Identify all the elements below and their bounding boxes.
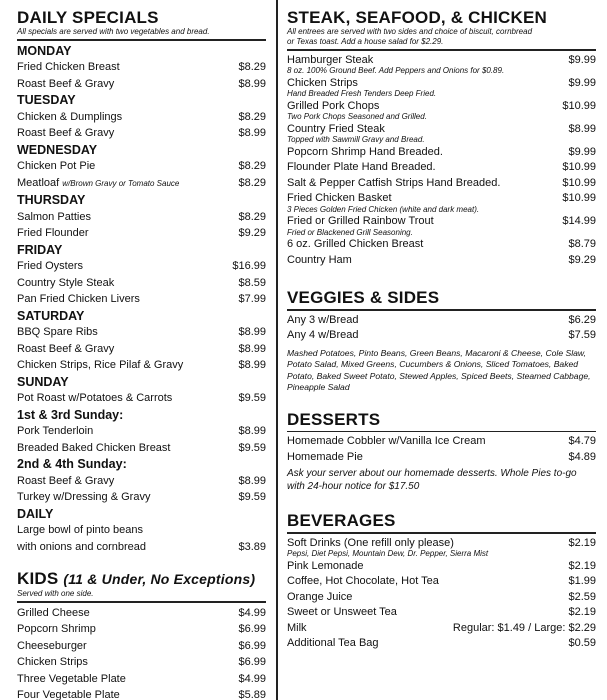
menu-item xyxy=(287,253,596,269)
item-name-wrap xyxy=(17,59,120,76)
item-sub: Hand Breaded. xyxy=(368,145,443,158)
item-name-wrap xyxy=(17,76,114,93)
item-price: $2.19 xyxy=(568,606,596,618)
item-name: Any 4 w/Bread xyxy=(287,329,359,341)
item-desc: Two Pork Chops Seasoned and Grilled. xyxy=(287,112,427,121)
item-name-wrap xyxy=(287,253,352,269)
item-price: $8.99 xyxy=(238,127,266,139)
item-sub: w/Brown Gravy or Tomato Sauce xyxy=(62,178,180,188)
item-name-wrap xyxy=(287,313,359,329)
item-name-wrap xyxy=(17,175,179,193)
menu-item xyxy=(287,434,596,450)
menu-item xyxy=(287,160,596,176)
item-name-wrap xyxy=(17,291,140,308)
menu-item xyxy=(17,341,266,358)
menu-item xyxy=(287,450,596,466)
menu-item xyxy=(17,489,266,506)
item-price: Regular: $1.49 / Large: $2.29 xyxy=(452,621,596,634)
left-column xyxy=(17,0,266,700)
item-name: Any 3 w/Bread xyxy=(287,313,359,326)
item-name-wrap xyxy=(287,590,352,606)
item-price: $8.99 xyxy=(568,122,596,135)
item-name-wrap xyxy=(287,559,363,575)
menu-item xyxy=(17,209,266,226)
menu-item xyxy=(17,423,266,440)
item-name-wrap xyxy=(17,275,114,292)
steak-note-line1: All entrees are served with two sides and choice of biscuit, cornbread xyxy=(287,27,533,36)
desserts-note: Ask your server about our homemade desserts. Whole Pies to-go with 24-hour notice for $17.50 xyxy=(287,468,577,492)
column-divider xyxy=(276,0,278,700)
item-name: Milk xyxy=(287,621,307,634)
kids-title-text: KIDS xyxy=(17,569,59,588)
item-price: $14.99 xyxy=(562,215,596,227)
menu-item xyxy=(287,145,596,161)
item-name-wrap xyxy=(17,158,95,175)
beverages-title: BEVERAGES xyxy=(287,511,396,530)
item-price: $16.99 xyxy=(232,260,266,272)
item-name: BBQ Spare Ribs xyxy=(17,326,98,338)
item-price: $7.59 xyxy=(568,329,596,341)
item-price: $8.99 xyxy=(238,326,266,338)
item-name-wrap xyxy=(17,605,90,622)
item-name: Grilled Pork Chops xyxy=(287,99,380,112)
item-price: $2.19 xyxy=(568,559,596,572)
kids-note: Served with one side. xyxy=(17,589,94,598)
item-price: $8.99 xyxy=(238,474,266,487)
item-price: $7.99 xyxy=(238,293,266,305)
item-name: Country Ham xyxy=(287,253,352,266)
day-heading: TUESDAY xyxy=(17,93,76,107)
item-price: $8.59 xyxy=(238,276,266,289)
item-name-wrap xyxy=(287,328,359,344)
item-name-wrap xyxy=(17,209,91,226)
item-price: $10.99 xyxy=(562,161,596,173)
item-desc: Pepsi, Diet Pepsi, Mountain Dew, Dr. Pepper, Sierra Mist xyxy=(287,549,489,558)
menu-item xyxy=(287,621,596,637)
menu-item xyxy=(17,76,266,93)
item-name: Fried Oysters xyxy=(17,260,84,272)
item-price: $9.99 xyxy=(568,145,596,158)
desserts-title: DESSERTS xyxy=(287,409,381,429)
section-rule xyxy=(287,49,596,51)
kids-title-paren: (11 & Under, No Exceptions) xyxy=(63,571,256,587)
steak-title: STEAK, SEAFOOD, & CHICKEN xyxy=(287,8,548,27)
menu-item xyxy=(17,275,266,292)
item-desc: Hand Breaded Fresh Tenders Deep Fried. xyxy=(287,89,437,98)
daily-specials-note: All specials are served with two vegetables and bread. xyxy=(17,27,210,36)
item-name: Chicken Strips xyxy=(17,656,88,668)
item-price: $0.59 xyxy=(568,637,596,649)
item-name: Breaded Baked Chicken Breast xyxy=(17,441,171,454)
menu-item xyxy=(17,291,266,308)
item-price: $8.29 xyxy=(238,110,266,123)
menu-item xyxy=(287,176,596,192)
menu-item xyxy=(17,158,266,175)
item-name: Hamburger Steak xyxy=(287,53,374,66)
item-price: $5.89 xyxy=(238,689,266,700)
item-name: Coffee, Hot Chocolate, Hot Tea xyxy=(287,575,439,587)
item-price: $6.99 xyxy=(238,623,266,635)
item-name: Four Vegetable Plate xyxy=(17,689,120,700)
item-name: Chicken Strips, Rice Pilaf & Gravy xyxy=(17,359,184,371)
item-name-wrap xyxy=(287,605,397,621)
menu-item xyxy=(17,175,266,193)
item-name: Orange Juice xyxy=(287,590,353,603)
menu-item xyxy=(17,324,266,341)
veggies-side-list: Mashed Potatoes, Pinto Beans, Green Beans, Macaroni & Cheese, Cole Slaw, Potato Salad, Mixed Greens, Cucumbers & Onions, Sliced Tomatoes, Baked Potato, Baked Sweet Potato, Stewed Apples, Spiced Beets, Steamed Cabbage, Pineapple Salad xyxy=(287,347,591,392)
item-name-wrap xyxy=(287,434,486,450)
item-name-wrap xyxy=(17,357,183,374)
item-name-wrap xyxy=(17,423,93,440)
item-name-wrap xyxy=(17,489,150,506)
item-name: Chicken & Dumplings xyxy=(17,110,123,123)
item-name: Roast Beef & Gravy xyxy=(17,474,115,487)
item-name-wrap xyxy=(287,176,500,192)
item-price: $9.59 xyxy=(238,392,266,404)
steak-note-line2: or Texas toast. Add a house salad for $2.29. xyxy=(287,37,444,46)
day-heading: SATURDAY xyxy=(17,308,85,323)
item-name: Grilled Cheese xyxy=(17,606,90,619)
item-name-wrap xyxy=(287,145,443,161)
item-name-wrap xyxy=(17,258,83,275)
section-rule xyxy=(17,601,266,603)
item-name: Roast Beef & Gravy xyxy=(17,77,115,90)
item-name-wrap xyxy=(17,654,88,671)
item-price: $6.99 xyxy=(238,639,266,652)
item-name: Country Fried Steak xyxy=(287,122,385,135)
item-name: Pot Roast w/Potatoes & Carrots xyxy=(17,392,173,404)
item-name: Pan Fried Chicken Livers xyxy=(17,293,140,305)
item-name-wrap xyxy=(17,638,87,655)
day-heading: SUNDAY xyxy=(17,374,69,389)
section-rule xyxy=(287,532,596,534)
menu-item xyxy=(17,671,266,688)
item-name: Fried or Grilled Rainbow Trout xyxy=(287,215,434,227)
menu-item xyxy=(287,237,596,253)
item-name: Homemade Cobbler w/Vanilla Ice Cream xyxy=(287,435,486,447)
desserts-list xyxy=(287,434,596,465)
beverages-list xyxy=(287,536,596,652)
item-name: Fried Flounder xyxy=(17,227,89,239)
item-name: Fried Chicken Basket xyxy=(287,192,392,204)
item-name: 6 oz. Grilled Chicken Breast xyxy=(287,238,424,250)
veggies-title: VEGGIES & SIDES xyxy=(287,288,440,307)
item-name: Flounder Plate xyxy=(287,161,359,173)
menu-item xyxy=(17,605,266,622)
kids-title xyxy=(17,569,266,589)
item-price: $3.89 xyxy=(238,540,266,553)
day-heading: 1st & 3rd Sunday: xyxy=(17,407,124,422)
item-name-wrap xyxy=(287,574,439,590)
item-name: Pork Tenderloin xyxy=(17,425,94,437)
item-price: $4.99 xyxy=(238,606,266,619)
item-sub: Hand Breaded. xyxy=(361,161,436,173)
item-price: $1.99 xyxy=(568,575,596,587)
item-price: $6.99 xyxy=(238,656,266,668)
item-desc: 8 oz. 100% Ground Beef. Add Peppers and Onions for $0.89. xyxy=(287,66,505,75)
item-desc: 3 Pieces Golden Fried Chicken (white and dark meat). xyxy=(287,204,480,214)
item-price: $8.99 xyxy=(238,425,266,437)
item-name: Large bowl of pinto beans xyxy=(17,524,143,536)
kids-list xyxy=(17,605,266,700)
item-price: $10.99 xyxy=(562,176,596,189)
item-name: Additional Tea Bag xyxy=(287,637,379,649)
item-price: $10.99 xyxy=(562,192,596,204)
item-sub: (One refill only please) xyxy=(343,536,454,549)
item-desc: Fried or Blackened Grill Seasoning. xyxy=(287,227,413,237)
item-name: Chicken Strips xyxy=(287,76,358,89)
item-price: $8.99 xyxy=(238,77,266,90)
item-name: Salmon Patties xyxy=(17,210,91,223)
item-price: $9.29 xyxy=(568,253,596,266)
item-name-wrap xyxy=(287,636,379,652)
item-name-wrap xyxy=(17,125,114,142)
day-heading: DAILY xyxy=(17,506,54,521)
item-name-wrap xyxy=(17,390,172,407)
item-name: with onions and cornbread xyxy=(17,540,147,553)
menu-item xyxy=(17,539,266,556)
menu-item xyxy=(17,522,266,539)
item-price: $2.59 xyxy=(568,590,596,603)
item-price: $8.29 xyxy=(238,61,266,73)
menu-item xyxy=(17,59,266,76)
item-name: Fried Chicken Breast xyxy=(17,61,120,73)
item-name: Chicken Pot Pie xyxy=(17,160,96,172)
menu-item xyxy=(287,605,596,621)
menu-item xyxy=(17,357,266,374)
menu-item xyxy=(17,654,266,671)
item-price: $8.79 xyxy=(568,238,596,250)
item-price: $9.99 xyxy=(568,53,596,66)
item-price: $8.29 xyxy=(238,176,266,189)
item-name-wrap xyxy=(17,225,89,242)
item-price: $8.99 xyxy=(238,342,266,355)
menu-item xyxy=(287,574,596,590)
item-name: Sweet or Unsweet Tea xyxy=(287,606,397,618)
item-name: Popcorn Shrimp xyxy=(287,145,366,158)
item-name-wrap xyxy=(287,237,423,253)
item-name: Salt & Pepper Catfish Strips xyxy=(287,176,424,189)
item-price: $8.99 xyxy=(238,359,266,371)
item-price: $9.29 xyxy=(238,227,266,239)
item-name-wrap xyxy=(17,341,114,358)
item-name-wrap xyxy=(17,539,146,556)
item-name-wrap xyxy=(17,671,126,688)
section-rule xyxy=(287,431,596,433)
item-price: $9.59 xyxy=(238,441,266,454)
item-price: $8.29 xyxy=(238,160,266,172)
right-column xyxy=(287,0,596,652)
item-price: $4.89 xyxy=(568,450,596,463)
item-price: $8.29 xyxy=(238,210,266,223)
item-name: Meatloaf xyxy=(17,176,60,189)
item-name-wrap xyxy=(17,109,122,126)
item-name-wrap xyxy=(17,440,170,457)
veggies-list xyxy=(287,313,596,344)
item-desc: Topped with Sawmill Gravy and Bread. xyxy=(287,135,425,144)
daily-specials-title: DAILY SPECIALS xyxy=(17,8,159,27)
menu-item xyxy=(17,621,266,638)
item-price: $10.99 xyxy=(562,99,596,112)
day-heading: MONDAY xyxy=(17,43,72,58)
section-rule xyxy=(287,309,596,311)
item-name: Three Vegetable Plate xyxy=(17,672,126,685)
item-name: Turkey w/Dressing & Gravy xyxy=(17,491,151,503)
item-name-wrap xyxy=(17,621,96,638)
menu-item xyxy=(17,258,266,275)
menu-item xyxy=(17,225,266,242)
menu-item xyxy=(17,440,266,457)
menu-item xyxy=(17,638,266,655)
item-name-wrap xyxy=(17,324,98,341)
menu-item xyxy=(17,473,266,490)
menu-item xyxy=(17,390,266,407)
item-price: $9.99 xyxy=(568,76,596,89)
steak-list xyxy=(287,53,596,269)
item-name: Soft Drinks xyxy=(287,536,341,549)
item-name: Roast Beef & Gravy xyxy=(17,342,115,355)
item-name-wrap xyxy=(287,450,363,466)
menu-item xyxy=(17,687,266,700)
item-name: Homemade Pie xyxy=(287,450,363,463)
item-name: Country Style Steak xyxy=(17,276,115,289)
day-heading: THURSDAY xyxy=(17,193,86,207)
menu-item xyxy=(17,125,266,142)
item-price: $4.99 xyxy=(238,672,266,685)
item-price: $9.59 xyxy=(238,491,266,503)
menu-item xyxy=(287,636,596,652)
item-price: $2.19 xyxy=(568,536,596,549)
item-name-wrap xyxy=(287,160,436,176)
menu-item xyxy=(287,328,596,344)
item-name: Roast Beef & Gravy xyxy=(17,127,115,139)
menu-item xyxy=(287,313,596,329)
menu-item xyxy=(287,559,596,575)
item-name: Cheeseburger xyxy=(17,639,87,652)
day-heading: 2nd & 4th Sunday: xyxy=(17,457,127,471)
day-heading: WEDNESDAY xyxy=(17,142,98,157)
menu-item xyxy=(17,109,266,126)
item-name-wrap xyxy=(287,621,307,637)
item-name: Popcorn Shrimp xyxy=(17,623,96,635)
item-name-wrap xyxy=(17,522,143,539)
menu-item xyxy=(287,590,596,606)
item-name-wrap xyxy=(17,687,120,700)
item-sub: Hand Breaded. xyxy=(426,176,501,189)
item-price: $6.29 xyxy=(568,313,596,326)
day-heading: FRIDAY xyxy=(17,242,63,257)
item-name: Pink Lemonade xyxy=(287,559,364,572)
daily-specials-list xyxy=(17,43,266,556)
item-price: $4.79 xyxy=(568,435,596,447)
section-rule xyxy=(17,39,266,41)
item-name-wrap xyxy=(17,473,114,490)
